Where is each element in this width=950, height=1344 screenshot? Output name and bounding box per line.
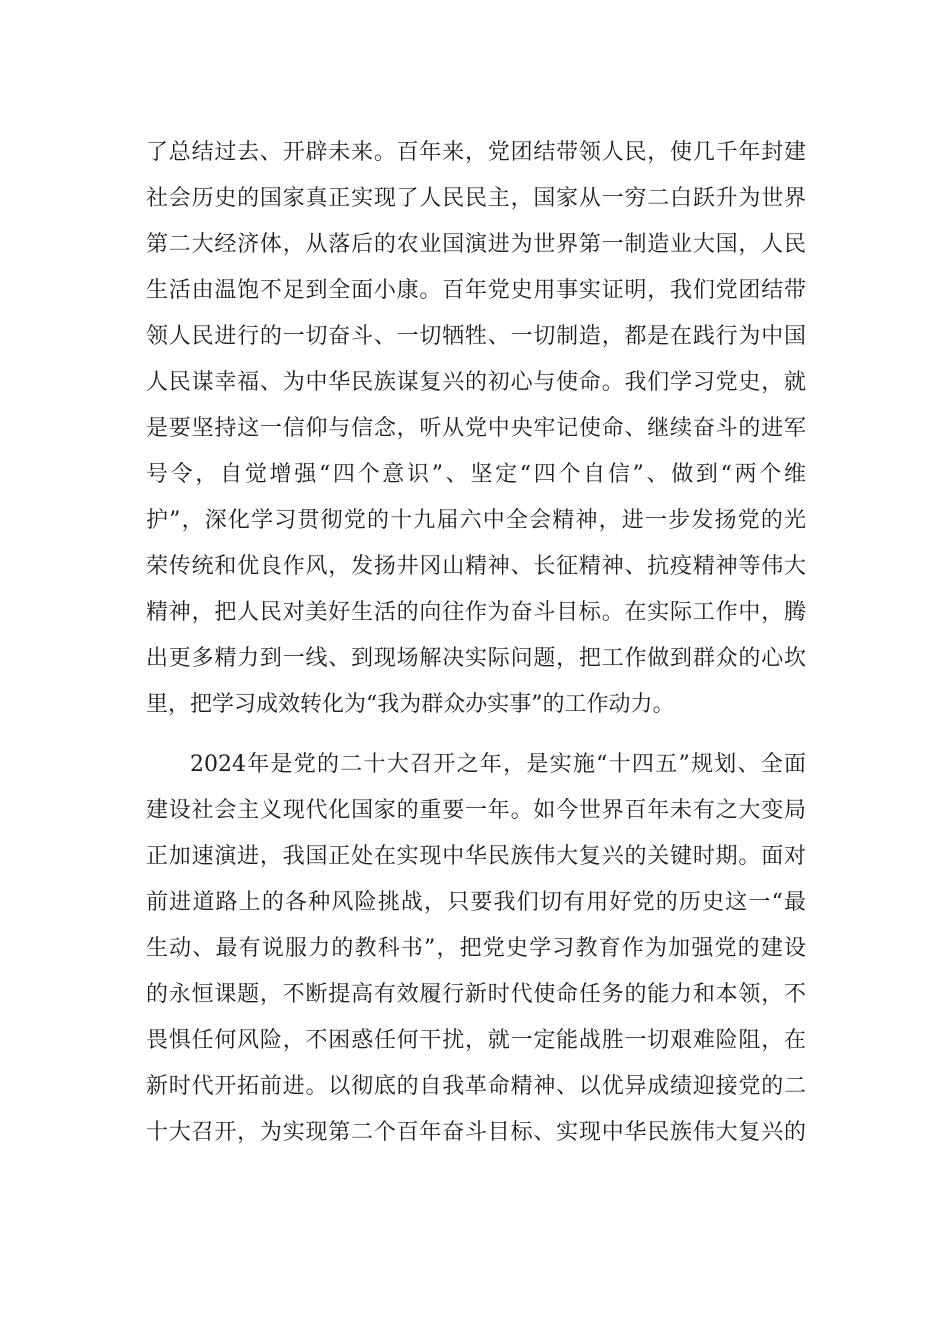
text-line: 建设社会主义现代化国家的重要一年。如今世界百年未有之大变局 [146,798,806,823]
text-line: 人民谋幸福、为中华民族谋复兴的初心与使命。我们学习党史，就 [146,370,806,395]
text-line: 第二大经济体，从落后的农业国演进为世界第一制造业大国，人民 [146,232,806,257]
text-line: 正加速演进，我国正处在实现中华民族伟大复兴的关键时期。面对 [146,844,806,869]
text-line: 护”，深化学习贯彻党的十九届六中全会精神，进一步发扬党的光 [146,508,806,533]
text-line: 十大召开，为实现第二个百年奋斗目标、实现中华民族伟大复兴的 [146,1120,806,1145]
text-line: 号令，自觉增强“四个意识”、坚定“四个自信”、做到“两个维 [146,462,806,487]
text-line: 荣传统和优良作风，发扬井冈山精神、长征精神、抗疫精神等伟大 [146,554,806,579]
text-line: 是要坚持这一信仰与信念，听从党中央牢记使命、继续奋斗的进军 [146,416,806,441]
text-line: 新时代开拓前进。以彻底的自我革命精神、以优异成绩迎接党的二 [146,1074,806,1099]
text-line: 生活由温饱不足到全面小康。百年党史用事实证明，我们党团结带 [146,278,806,303]
text-line: 精神，把人民对美好生活的向往作为奋斗目标。在实际工作中，腾 [146,600,806,625]
text-line: 畏惧任何风险，不困惑任何干扰，就一定能战胜一切艰难险阻，在 [146,1028,806,1053]
text-line: 的永恒课题，不断提高有效履行新时代使命任务的能力和本领，不 [146,982,806,1007]
text-line: 里，把学习成效转化为“我为群众办实事”的工作动力。 [146,692,675,717]
text-line: 前进道路上的各种风险挑战，只要我们切有用好党的历史这一“最 [146,890,806,915]
text-line: 生动、最有说服力的教科书”，把党史学习教育作为加强党的建设 [146,936,806,961]
text-line: 了总结过去、开辟未来。百年来，党团结带领人民，使几千年封建 [146,140,806,165]
text-line: 社会历史的国家真正实现了人民民主，国家从一穷二白跃升为世界 [146,186,806,211]
text-line: 2024年是党的二十大召开之年，是实施“十四五”规划、全面 [190,752,806,777]
text-line: 领人民进行的一切奋斗、一切牺牲、一切制造，都是在践行为中国 [146,324,806,349]
text-line: 出更多精力到一线、到现场解决实际问题，把工作做到群众的心坎 [146,646,806,671]
